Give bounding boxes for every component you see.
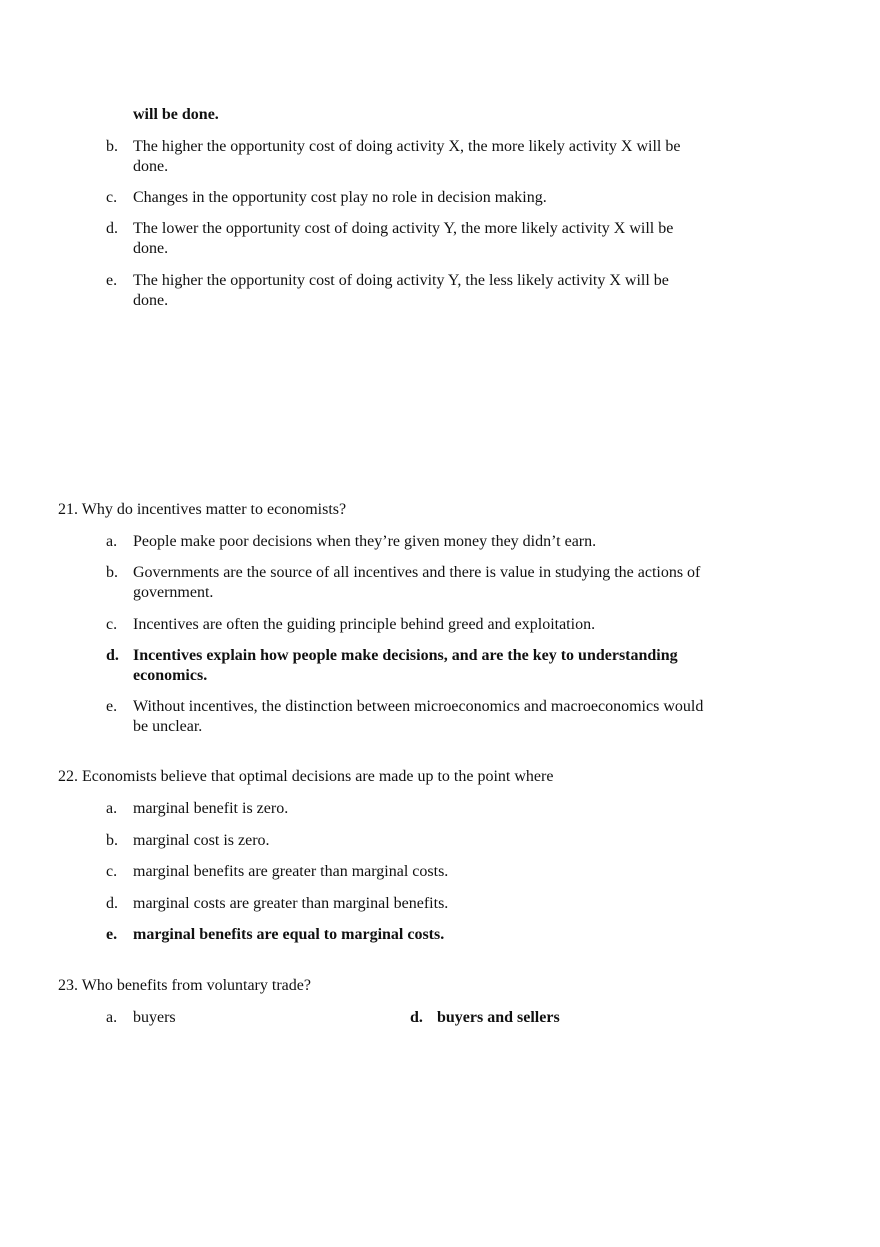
option-letter: d. [106, 895, 118, 912]
option-text: The higher the opportunity cost of doing activity X, the more likely activity X will be done. [133, 138, 681, 175]
option-letter: b. [106, 832, 118, 849]
option-text: People make poor decisions when they’re given money they didn’t earn. [133, 533, 597, 550]
option-text: Changes in the opportunity cost play no role in decision making. [133, 189, 547, 206]
q22-option-a [106, 799, 706, 819]
q22-option-d [106, 894, 706, 914]
option-letter: b. [106, 138, 118, 155]
option-text: Governments are the source of all incentives and there is value in studying the actions of government. [133, 564, 701, 601]
q21-option-c [106, 615, 706, 635]
option-letter: a. [106, 1009, 118, 1026]
option-text: Incentives are often the guiding principle behind greed and exploitation. [133, 616, 596, 633]
option-text: buyers [133, 1009, 176, 1026]
question-21 [58, 500, 758, 520]
option-text: Without incentives, the distinction between microeconomics and macroeconomics would be unclear. [133, 698, 704, 735]
q22-option-c [106, 862, 706, 882]
option-letter: c. [106, 616, 118, 633]
option-text: The higher the opportunity cost of doing activity Y, the less likely activity X will be done. [133, 272, 669, 309]
option-text: The lower the opportunity cost of doing activity Y, the more likely activity X will be done. [133, 220, 674, 257]
option-text: marginal benefits are equal to marginal costs. [133, 926, 445, 943]
option-text: marginal benefit is zero. [133, 800, 289, 817]
option-letter: a. [106, 533, 118, 550]
question-text: 22. Economists believe that optimal decisions are made up to the point where [58, 768, 554, 785]
question-23 [58, 976, 758, 996]
q20-option-d [106, 219, 706, 259]
question-text: 21. Why do incentives matter to economists? [58, 501, 347, 518]
q21-option-d-answer [106, 646, 706, 686]
option-letter: d. [410, 1009, 423, 1026]
option-letter: e. [106, 926, 118, 943]
q20-option-e [106, 271, 706, 311]
option-letter: e. [106, 698, 118, 715]
option-text: marginal benefits are greater than marginal costs. [133, 863, 449, 880]
q20-option-c [106, 188, 706, 208]
q21-option-a [106, 532, 706, 552]
q23-option-a [106, 1008, 386, 1028]
q21-option-b [106, 563, 706, 603]
option-letter: d. [106, 220, 118, 237]
question-22 [58, 767, 758, 787]
option-letter: e. [106, 272, 118, 289]
option-text: will be done. [133, 106, 219, 123]
option-letter: d. [106, 647, 119, 664]
q22-option-b [106, 831, 706, 851]
q20-option-b [106, 137, 706, 177]
option-text: marginal costs are greater than marginal benefits. [133, 895, 449, 912]
q23-option-d-answer [410, 1008, 710, 1028]
option-letter: c. [106, 189, 118, 206]
q22-option-e-answer [106, 925, 706, 945]
option-letter: a. [106, 800, 118, 817]
question-text: 23. Who benefits from voluntary trade? [58, 977, 311, 994]
q20-option-a-continuation [106, 105, 706, 125]
option-letter: b. [106, 564, 118, 581]
option-text: marginal cost is zero. [133, 832, 270, 849]
option-text: Incentives explain how people make decisions, and are the key to understanding economics. [133, 647, 678, 684]
q21-option-e [106, 697, 706, 737]
option-text: buyers and sellers [437, 1009, 560, 1026]
option-letter: c. [106, 863, 118, 880]
